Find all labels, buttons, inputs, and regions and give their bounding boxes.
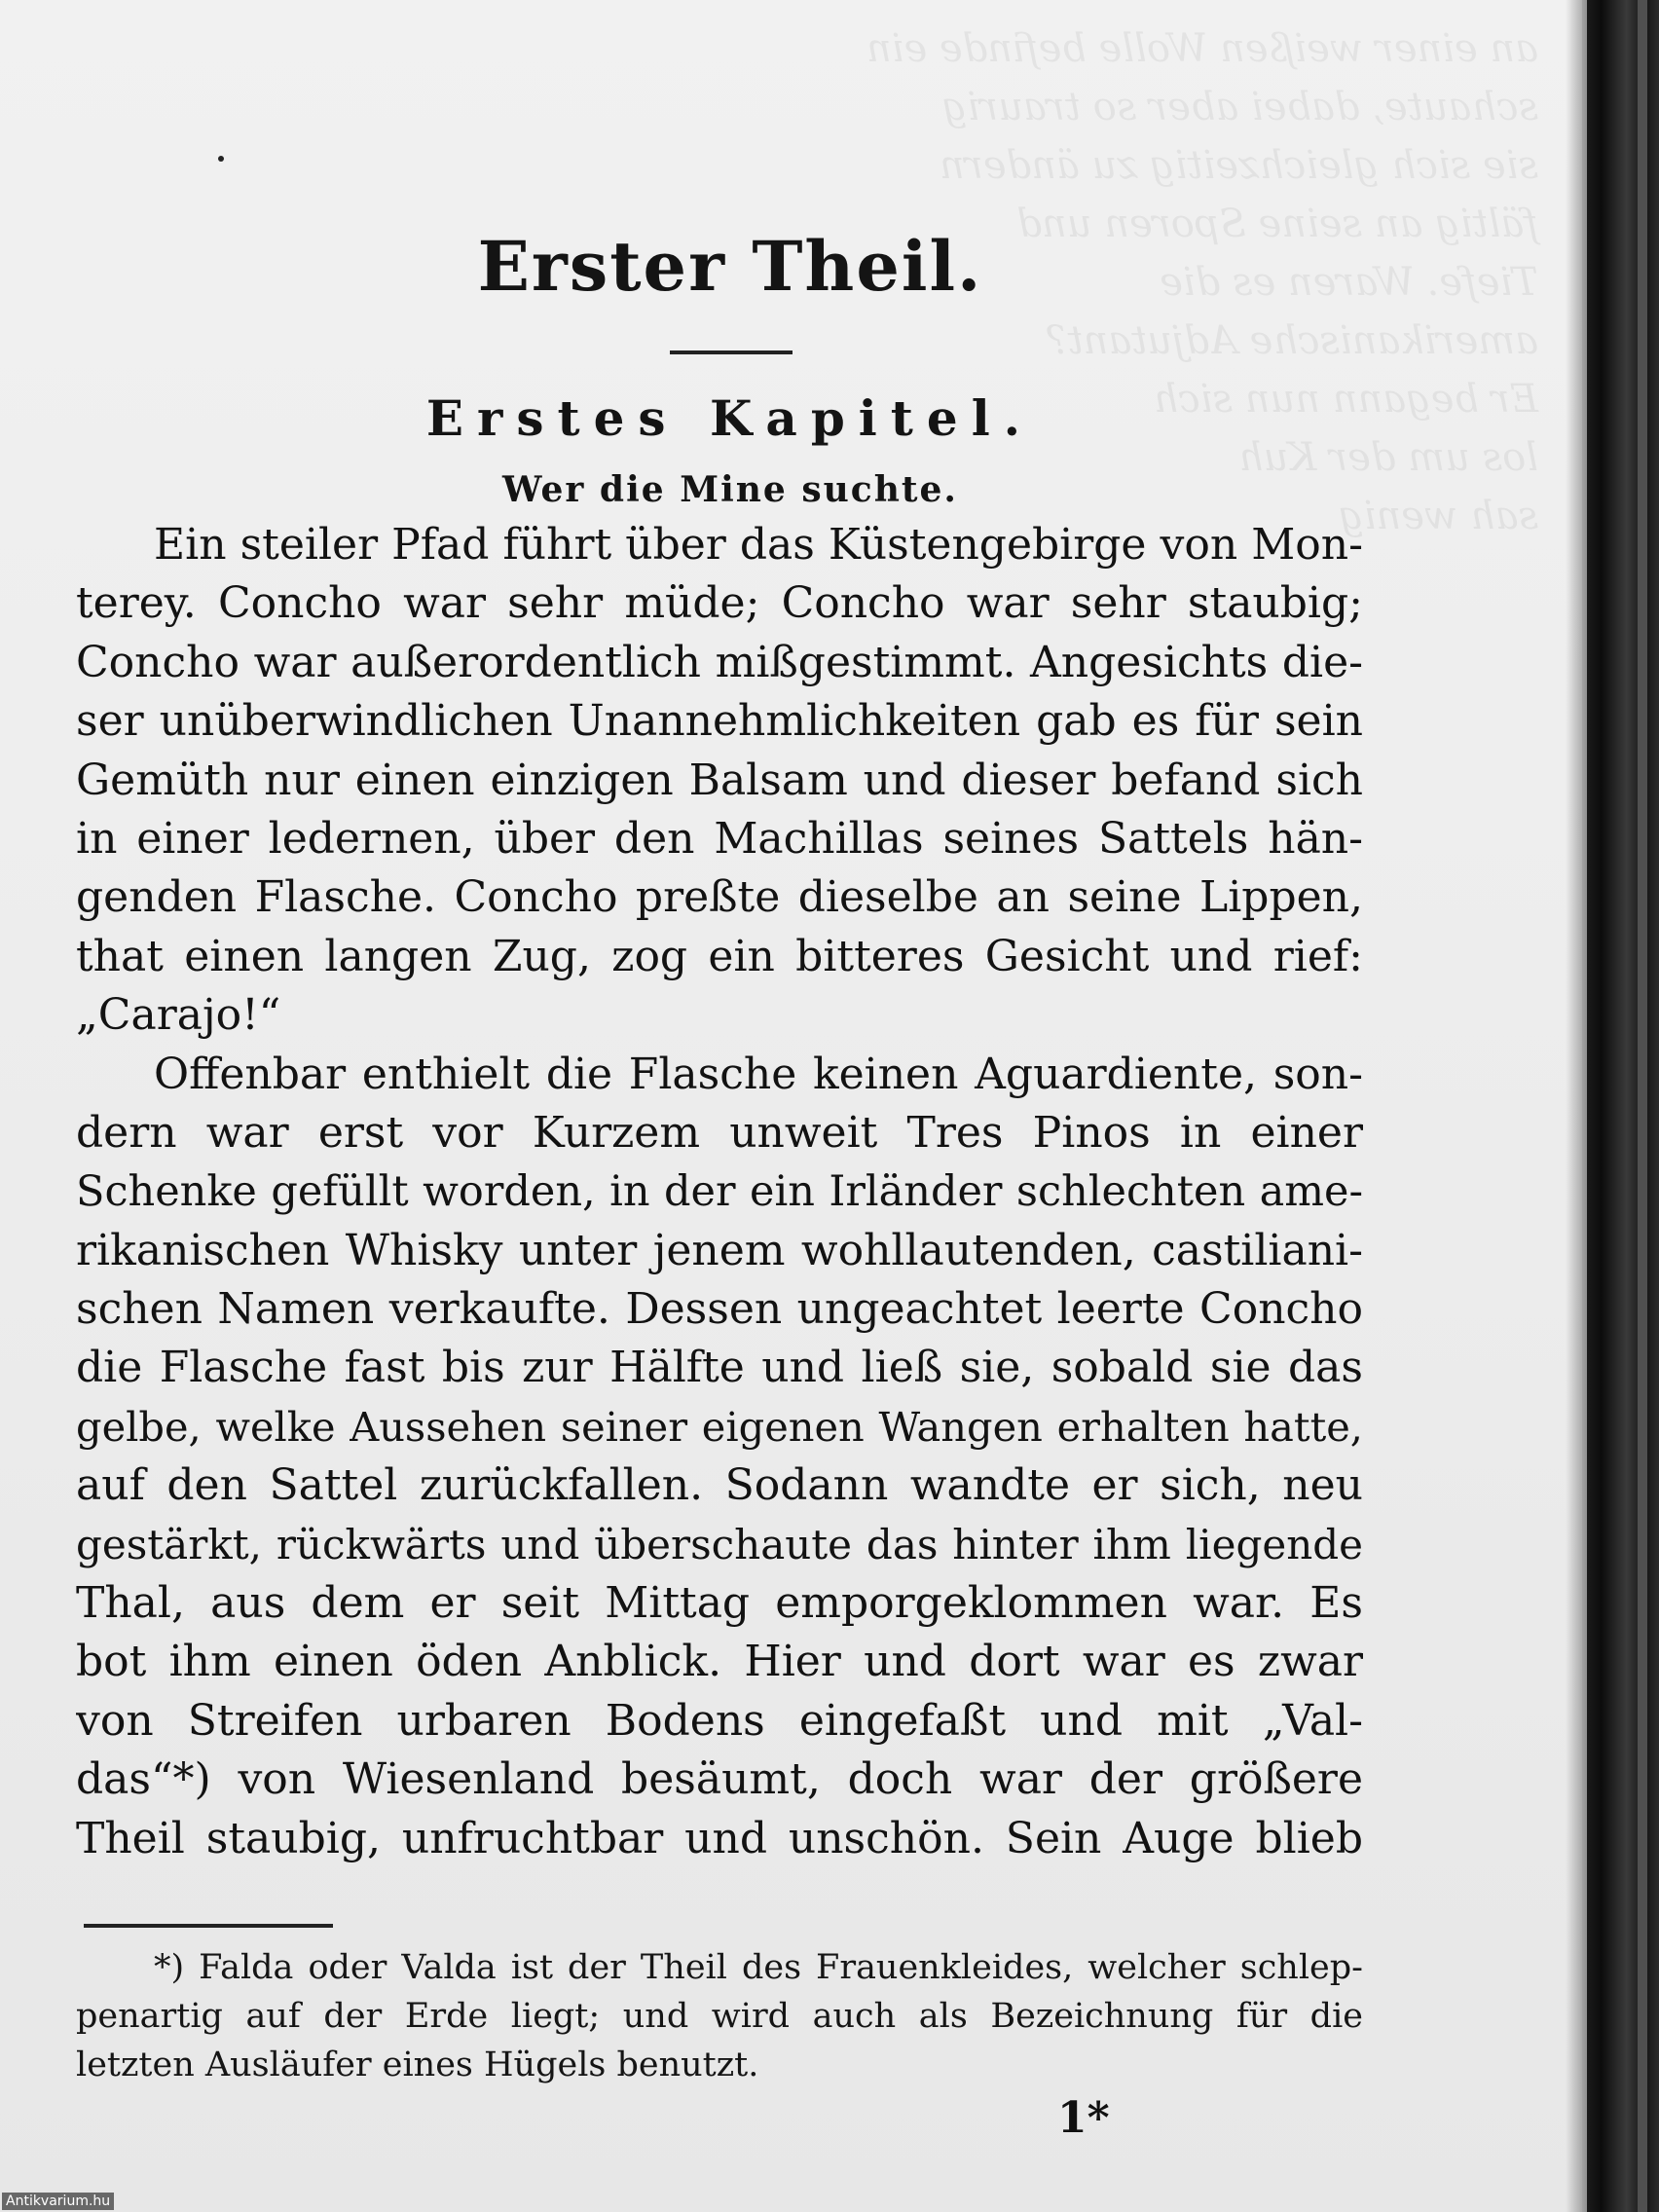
body-line: dern war erst vor Kurzem unweit Tres Pinos in einer	[76, 1107, 1363, 1158]
body-line: Offenbar enthielt die Flasche keinen Aguardiente, son-	[154, 1049, 1363, 1099]
body-line: bot ihm einen öden Anblick. Hier und dort war es zwar	[76, 1637, 1363, 1687]
body-line: Thal, aus dem er seit Mittag emporgeklommen war. Es	[76, 1578, 1363, 1629]
book-binding	[1587, 0, 1659, 2212]
binding-shadow	[1566, 0, 1587, 2212]
body-line: rikanischen Whisky unter jenem wohllautenden, castiliani-	[76, 1225, 1363, 1275]
body-line: Concho war außerordentlich mißgestimmt. Angesichts die-	[76, 637, 1363, 687]
body-line: Gemüth nur einen einzigen Balsam und dieser befand sich	[76, 755, 1363, 805]
footnote-line: *) Falda oder Valda ist der Theil des Frauenkleides, welcher schlep-	[154, 1948, 1363, 1987]
part-title: Erster Theil.	[477, 226, 983, 307]
binding-edge	[1638, 0, 1647, 2212]
footnote-line: letzten Ausläufer eines Hügels benutzt.	[76, 2046, 759, 2084]
body-line: Ein steiler Pfad führt über das Küstengebirge von Mon-	[154, 520, 1363, 570]
body-line: Theil staubig, unfruchtbar und unschön. Sein Auge blieb	[76, 1813, 1363, 1863]
source-watermark: Antikvarium.hu	[2, 2193, 114, 2210]
body-line: gestärkt, rückwärts und überschaute das hinter ihm liegende	[76, 1520, 1363, 1568]
chapter-title: Erstes Kapitel.	[425, 389, 1035, 447]
title-divider	[670, 350, 793, 354]
reverse-side-show-through: an einer weißen Wolle befinde ein schaute, dabei aber so traurig sie sich gleichzeitig zu ändern fältig an seine Sporen und Tiefe. Waren es die amerikanische Adjutant? Er begann nun sich los um der Kuh sah wenig	[866, 26, 1538, 538]
body-line: Schenke gefüllt worden, in der ein Irländer schlechten ame-	[76, 1167, 1363, 1217]
footnote	[76, 1943, 1363, 2089]
body-line: ser unüberwindlichen Unannehmlichkeiten gab es für sein	[76, 696, 1363, 747]
page-signature: 1*	[1057, 2093, 1110, 2143]
body-line: terey. Concho war sehr müde; Concho war sehr staubig;	[76, 578, 1363, 629]
body-line: das“*) von Wiesenland besäumt, doch war der größere	[76, 1754, 1363, 1805]
body-text	[76, 516, 1363, 1868]
body-line: that einen langen Zug, zog ein bitteres Gesicht und rief:	[76, 931, 1363, 981]
footnote-line: penartig auf der Erde liegt; und wird auch als Bezeichnung für die	[76, 1997, 1363, 2036]
body-line: die Flasche fast bis zur Hälfte und ließ sie, sobald sie das	[76, 1343, 1363, 1393]
body-line: auf den Sattel zurückfallen. Sodann wandte er sich, neu	[76, 1460, 1363, 1511]
body-line: in einer ledernen, über den Machillas seines Sattels hän-	[76, 813, 1363, 864]
body-line: „Carajo!“	[76, 990, 281, 1041]
ink-speck	[218, 156, 224, 162]
body-line: gelbe, welke Aussehen seiner eigenen Wangen erhalten hatte,	[76, 1402, 1363, 1451]
chapter-subtitle: Wer die Mine suchte.	[502, 469, 958, 510]
body-line: von Streifen urbaren Bodens eingefaßt und mit „Val-	[76, 1695, 1363, 1746]
body-line: genden Flasche. Concho preßte dieselbe an seine Lippen,	[76, 872, 1363, 923]
body-line: schen Namen verkaufte. Dessen ungeachtet leerte Concho	[76, 1284, 1363, 1335]
footnote-divider	[84, 1924, 333, 1928]
